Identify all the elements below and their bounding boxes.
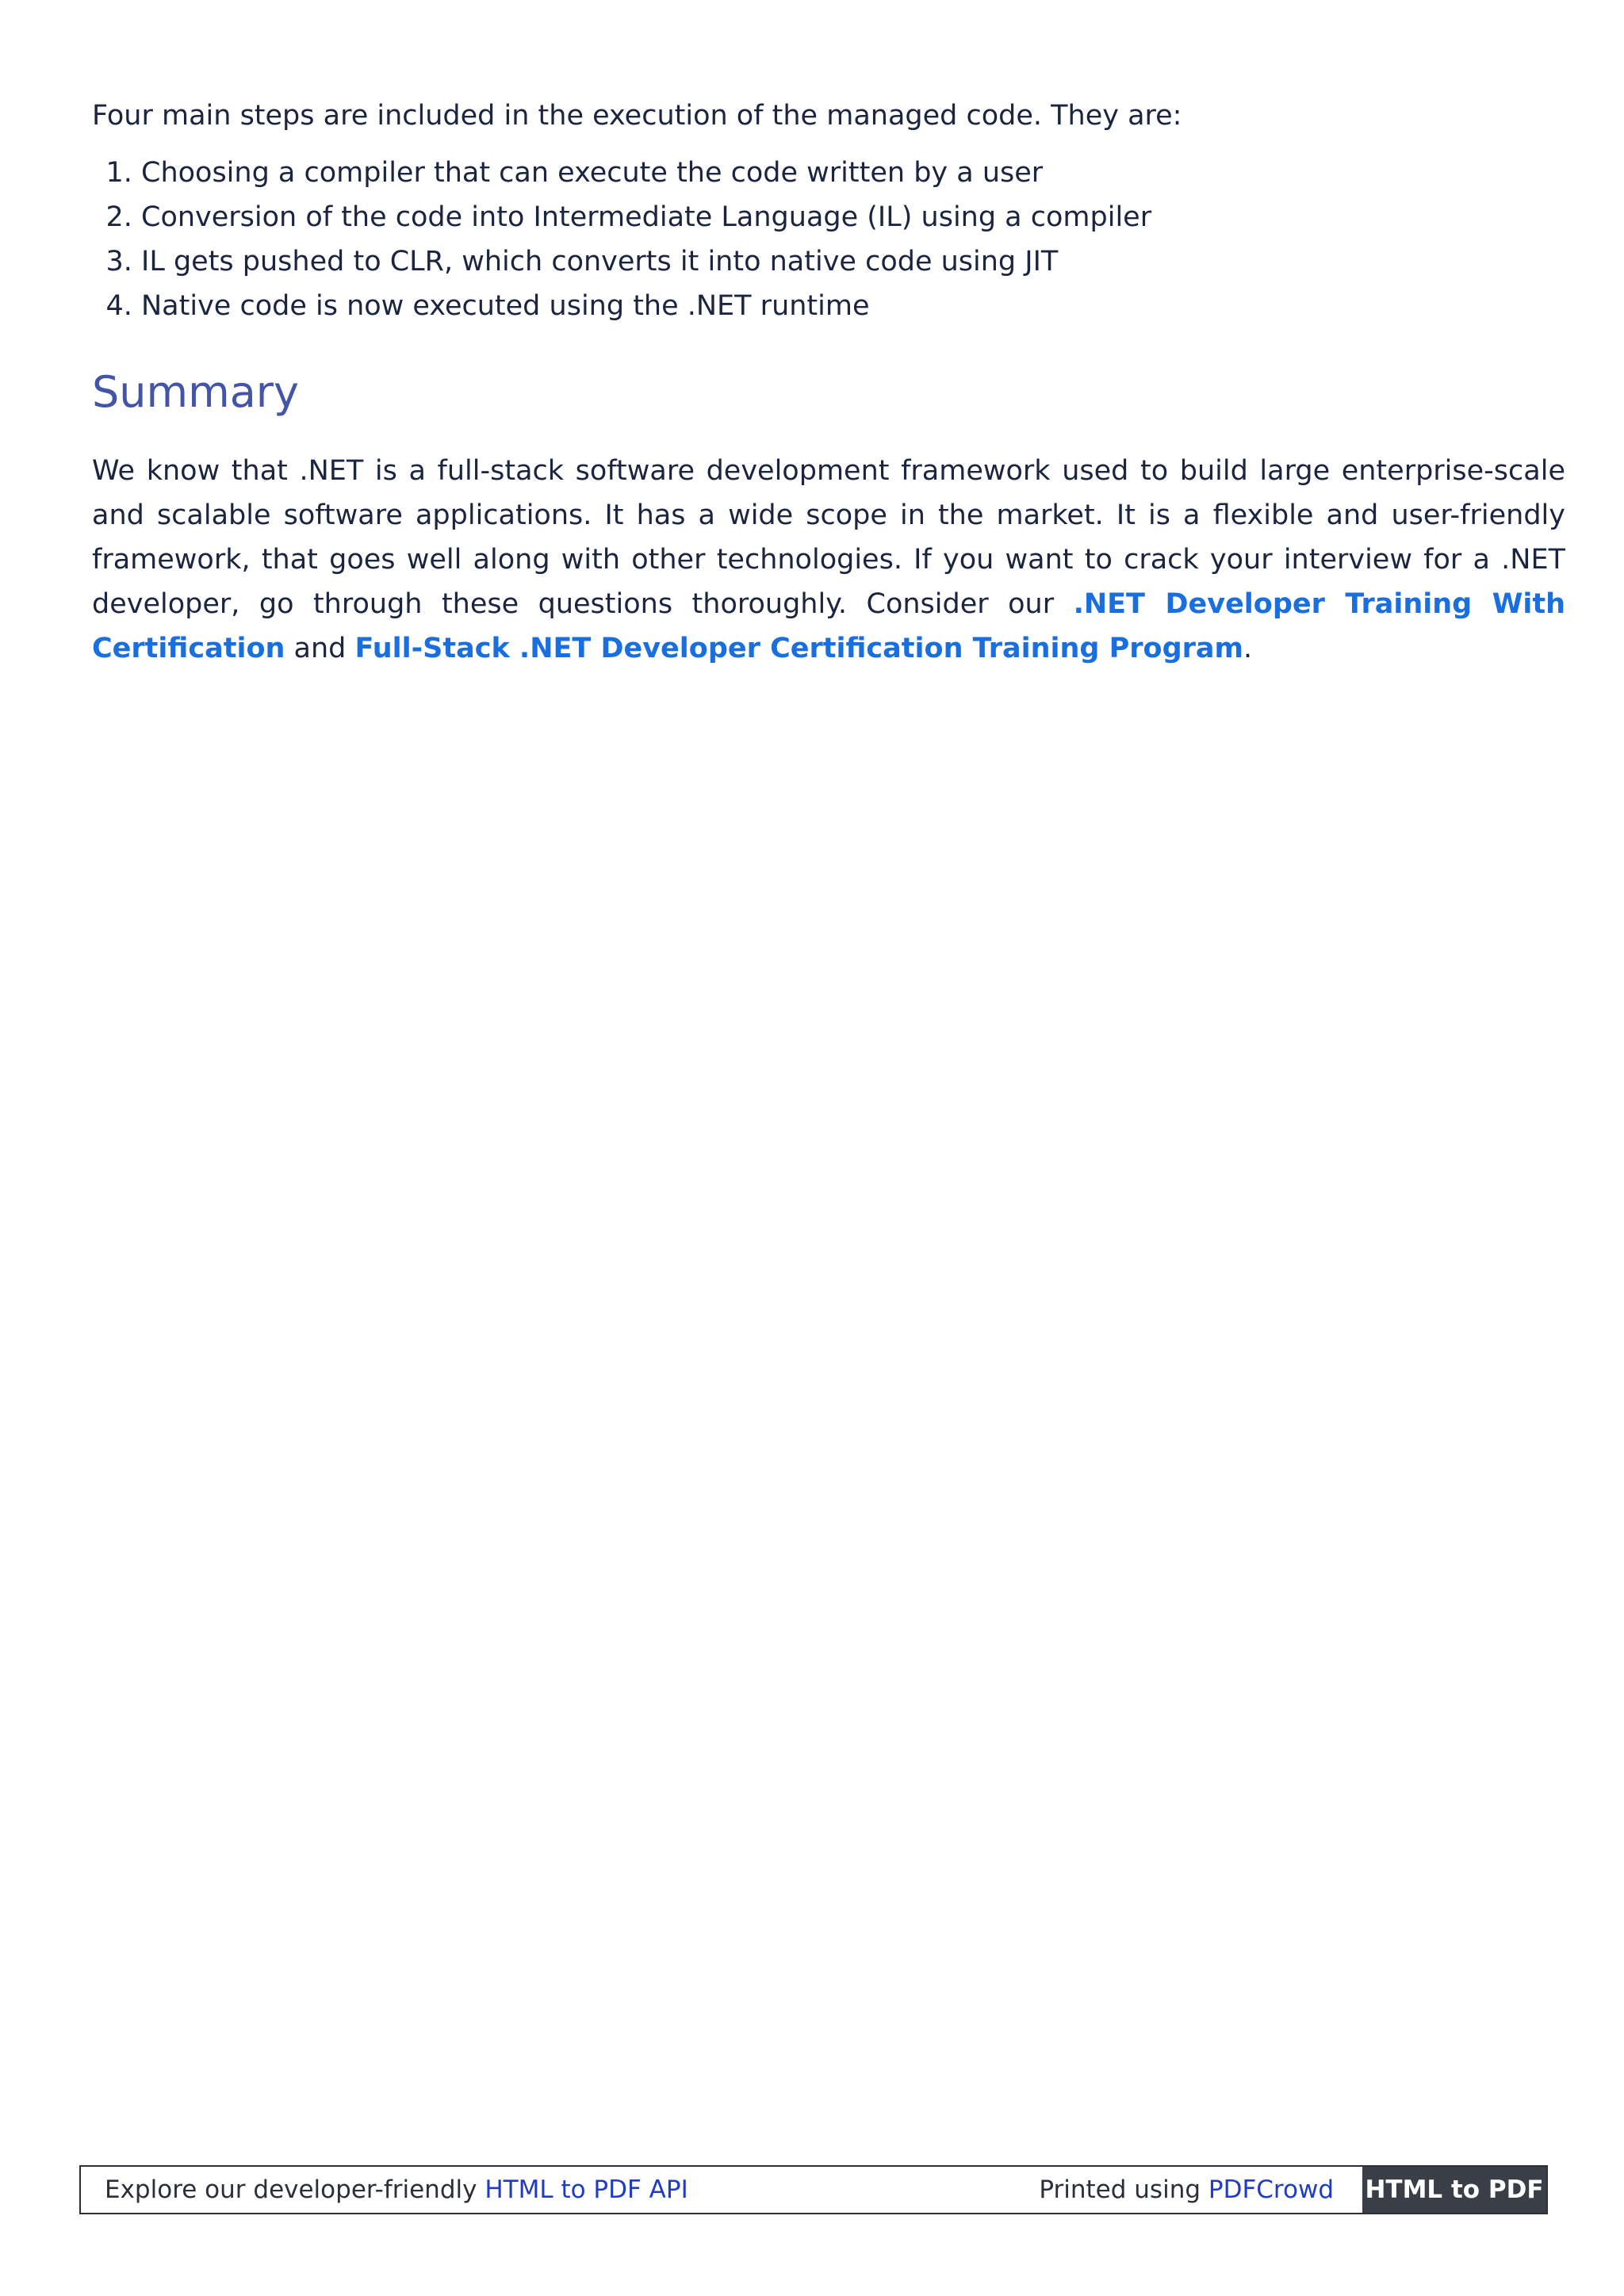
list-item: 1. Choosing a compiler that can execute the code written by a user	[141, 151, 1565, 195]
list-item: 3. IL gets pushed to CLR, which converts it into native code using JIT	[141, 239, 1565, 284]
summary-end: .	[1243, 633, 1253, 664]
full-stack-net-program-link[interactable]: Full-Stack .NET Developer Certification Training Program	[354, 633, 1244, 664]
pdfcrowd-link[interactable]: PDFCrowd	[1208, 2175, 1334, 2204]
html-to-pdf-api-link[interactable]: HTML to PDF API	[485, 2175, 688, 2204]
html-to-pdf-button[interactable]: HTML to PDF	[1362, 2167, 1546, 2213]
intro-paragraph: Four main steps are included in the execution of the managed code. They are:	[92, 100, 1182, 132]
net-developer-training-link[interactable]: .NET Developer Training With Certification	[92, 588, 1565, 664]
summary-paragraph	[92, 449, 1565, 671]
footer-printed	[1039, 2167, 1362, 2213]
list-item: 2. Conversion of the code into Intermediate Language (IL) using a compiler	[141, 195, 1565, 239]
summary-text: We know that .NET is a full-stack software development framework used to build large enterprise-scale and scalable software applications. It has a wide scope in the market. It is a flexible and user-friendly framework, that goes well along with other technologies. If you want to crack your interview for a .NET developer, go through these questions thoroughly. Consider our	[92, 455, 1565, 620]
managed-code-steps-list	[92, 151, 1565, 328]
footer-explore-text: Explore our developer-friendly	[105, 2175, 477, 2204]
footer-explore	[81, 2167, 1039, 2213]
summary-heading: Summary	[92, 367, 299, 417]
pdfcrowd-footer	[79, 2165, 1548, 2214]
summary-connector: and	[285, 633, 355, 664]
footer-printed-text: Printed using	[1039, 2175, 1201, 2204]
list-item: 4. Native code is now executed using the .NET runtime	[141, 284, 1565, 328]
document-content	[92, 94, 1565, 671]
